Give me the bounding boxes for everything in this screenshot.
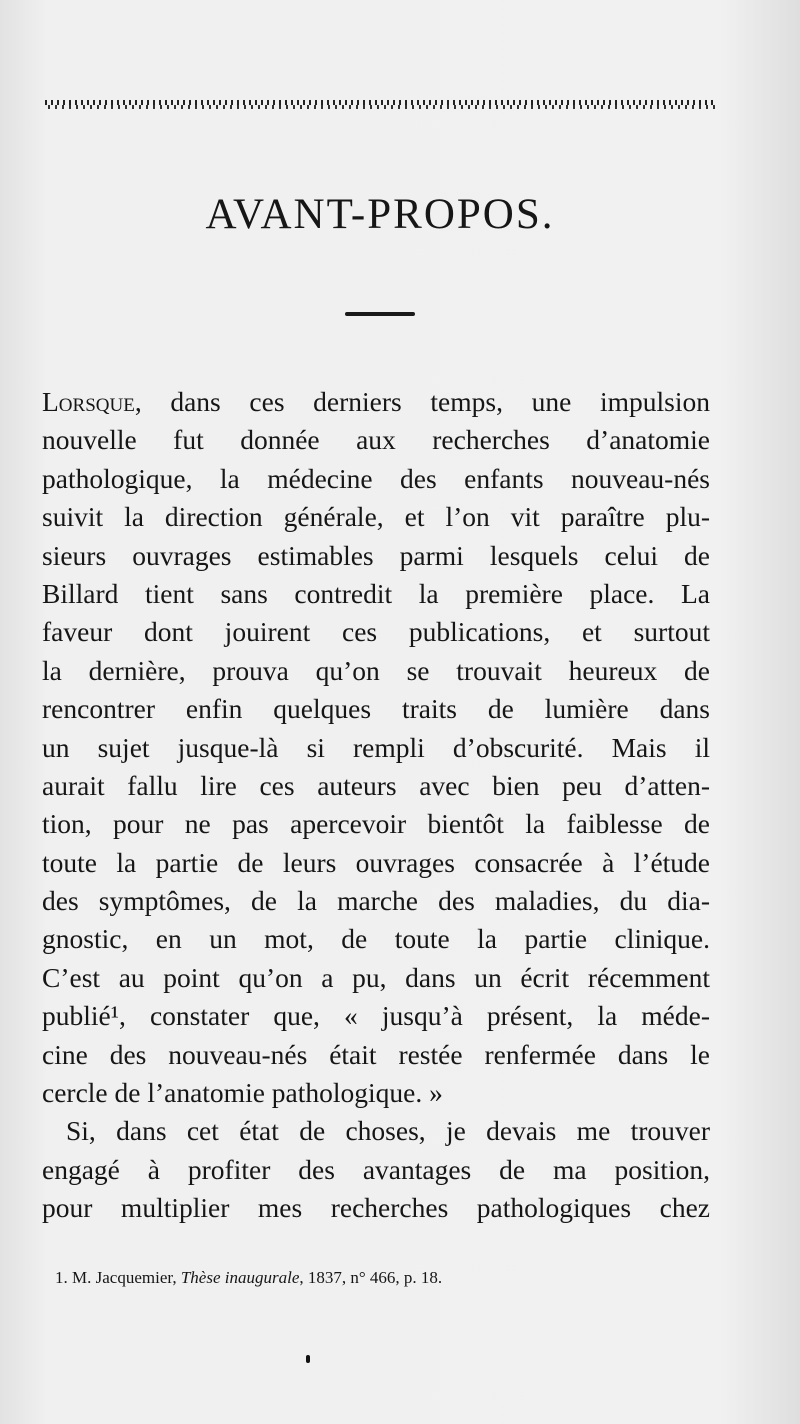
text-line: Si, dans cet état de choses, je devais me trouver [66,1115,710,1147]
ink-speck [306,1355,310,1363]
text-line: C’est au point qu’on a pu, dans un écrit récemment [42,961,710,993]
text-line: pour multiplier mes recherches pathologiques chez [42,1192,710,1224]
text-line: cercle de l’anatomie pathologique. » [42,1077,443,1109]
text-line: rencontrer enfin quelques traits de lumière dans [42,693,710,725]
text-line: un sujet jusque-là si rempli d’obscurité. Mais il [42,731,710,763]
text-line: Lorsque, dans ces derniers temps, une impulsion [42,386,710,417]
page-title: AVANT-PROPOS. [205,191,555,238]
text-line: aurait fallu lire ces auteurs avec bien peu d’atten- [42,769,710,801]
footnote-author: M. Jacquemier, [72,1268,177,1287]
body-paragraphs [42,383,710,1228]
ornamental-rule [45,100,715,110]
footnote-work: Thèse inaugurale [180,1268,300,1287]
text-line: toute la partie de leurs ouvrages consacrée à l’étude [42,846,710,878]
first-word: Lorsque [42,386,135,417]
text-line: suivit la direction générale, et l’on vit paraître plu- [42,501,710,533]
footnote-marker: 1. [55,1268,68,1287]
text-line: la dernière, prouva qu’on se trouvait heureux de [42,654,710,686]
text-line: cine des nouveau-nés était restée renfermée dans le [42,1038,710,1070]
text-line: pathologique, la médecine des enfants nouveau-nés [42,462,710,494]
text-line: tion, pour ne pas apercevoir bientôt la faiblesse de [42,808,710,840]
text-line: publié¹, constater que, « jusqu’à présent, la méde- [42,1000,710,1032]
footnote [55,1268,705,1288]
text-line: faveur dont jouirent ces publications, et surtout [42,616,710,648]
text-line: nouvelle fut donnée aux recherches d’anatomie [42,424,710,456]
text-line: gnostic, en un mot, de toute la partie clinique. [42,923,710,955]
text-line: Billard tient sans contredit la première place. La [42,577,710,609]
text-line: des symptômes, de la marche des maladies, du dia- [42,885,710,917]
text-line: sieurs ouvrages estimables parmi lesquels celui de [42,539,710,571]
text-line: engagé à profiter des avantages de ma position, [42,1153,710,1185]
title-dash-divider [345,312,415,316]
footnote-details: , 1837, n° 466, p. 18. [299,1268,443,1287]
